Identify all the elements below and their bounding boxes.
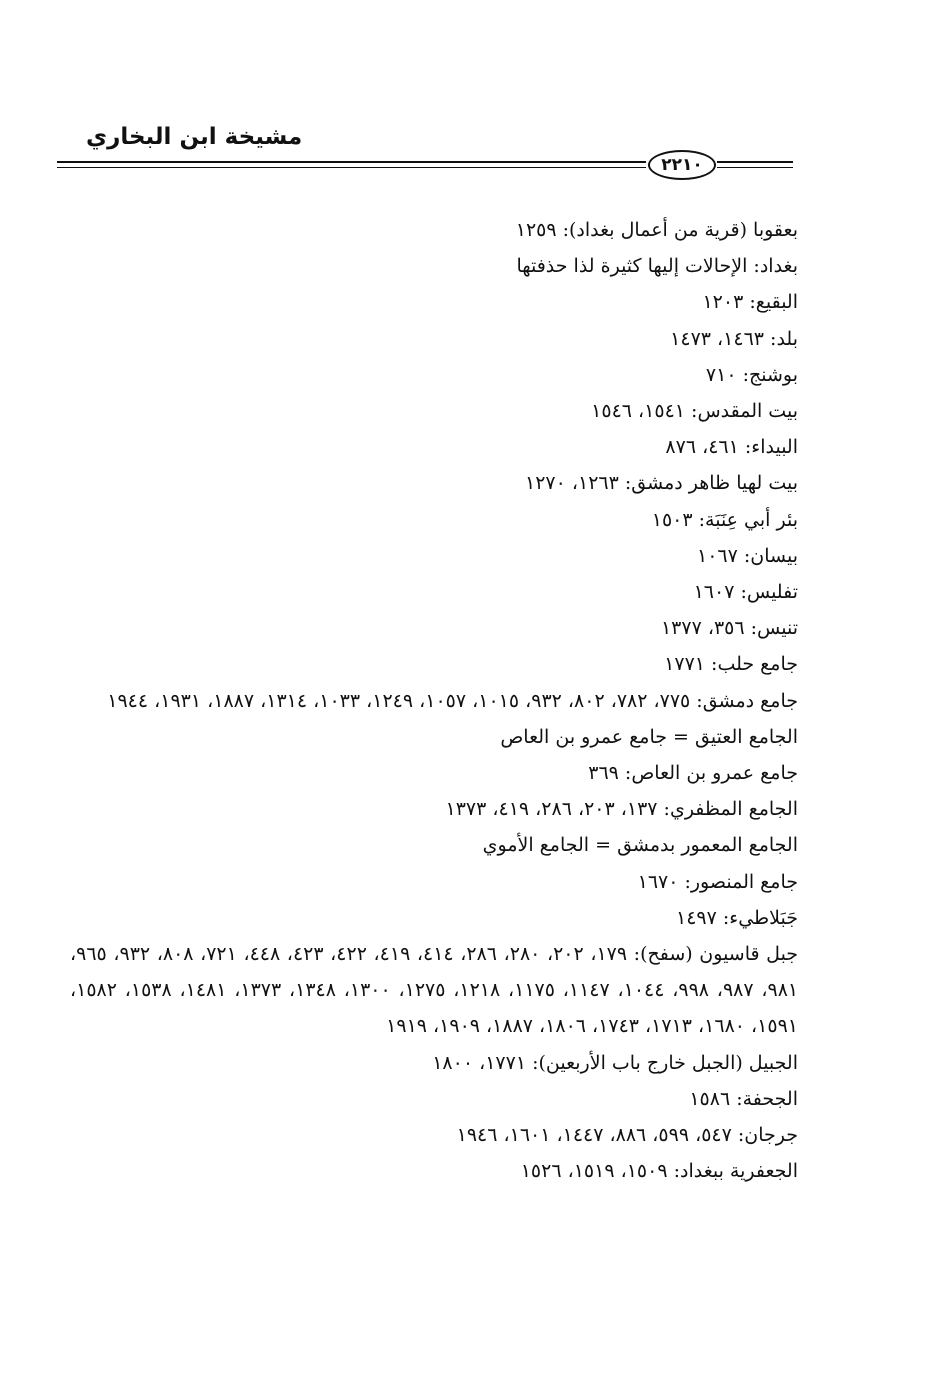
index-entry: تنيس: ٣٥٦، ١٣٧٧ xyxy=(660,617,798,640)
index-entry: الجحفة: ١٥٨٦ xyxy=(689,1087,798,1110)
index-entry: الجامع المعمور بدمشق = الجامع الأموي xyxy=(482,834,798,857)
index-entry: البيداء: ٤٦١، ٨٧٦ xyxy=(665,436,798,459)
index-entry: بعقوبا (قرية من أعمال بغداد): ١٢٥٩ xyxy=(515,219,798,241)
index-entry: بئر أبي عِنَبَة: ١٥٠٣ xyxy=(651,508,798,531)
index-entry: تفليس: ١٦٠٧ xyxy=(693,581,798,604)
index-entry: بلد: ١٤٦٣، ١٤٧٣ xyxy=(670,327,798,350)
index-entry: الجعفرية ببغداد: ١٥٠٩، ١٥١٩، ١٥٢٦ xyxy=(520,1160,798,1183)
index-entry: بيسان: ١٠٦٧ xyxy=(697,544,798,567)
index-entry: جبل قاسيون (سفح): ١٧٩، ٢٠٢، ٢٨٠، ٢٨٦، ٤١٤، ٤١٩، ٤٢٢، ٤٢٣، ٤٤٨، ٧٢١، ٨٠٨، ٩٣٢، ٩٦٥، ٩٨١، ٩٨٧، ٩٩٨، ١٠٤٤، ١١٤٧، ١١٧٥، ١٢١٨، ١٢٧٥، ١٣٠٠، ١٣٤٨، ١٣٧٣، ١٤٨١، ١٥٣٨، ١٥٨٢، ١٥٩١، ١٦٨٠، ١٧١٣، ١٧٤٣، ١٨٠٦، ١٨٨٧، ١٩٠٩، ١٩١٩ xyxy=(70,943,799,1038)
index-entry: الجامع العتيق = جامع عمرو بن العاص xyxy=(500,725,798,748)
header-rule-left-thick xyxy=(57,161,646,163)
book-title: مشيخة ابن البخاري xyxy=(86,124,303,150)
index-entry: الجبيل (الجبل خارج باب الأربعين): ١٧٧١، ١٨٠٠ xyxy=(432,1051,798,1074)
index-entry: البقيع: ١٢٠٣ xyxy=(702,291,798,314)
index-entry: بوشنج: ٧١٠ xyxy=(705,363,798,386)
index-entry: بيت لهيا ظاهر دمشق: ١٢٦٣، ١٢٧٠ xyxy=(525,472,798,495)
header-rule-left-thin xyxy=(57,167,646,168)
index-entry: جامع المنصور: ١٦٧٠ xyxy=(637,870,798,893)
index-entry: جرجان: ٥٤٧، ٥٩٩، ٨٨٦، ١٤٤٧، ١٦٠١، ١٩٤٦ xyxy=(456,1124,798,1147)
index-entries xyxy=(70,212,798,1189)
header-rule-right-thin xyxy=(717,167,793,168)
header-rule-right-thick xyxy=(717,161,793,163)
index-entry: الجامع المظفري: ١٣٧، ٢٠٣، ٢٨٦، ٤١٩، ١٣٧٣ xyxy=(445,798,798,821)
index-entry: جامع دمشق: ٧٧٥، ٧٨٢، ٨٠٢، ٩٣٢، ١٠١٥، ١٠٥٧، ١٢٤٩، ١٠٣٣، ١٣١٤، ١٨٨٧، ١٩٣١، ١٩٤٤ xyxy=(107,689,798,712)
index-entry: جامع عمرو بن العاص: ٣٦٩ xyxy=(588,762,798,785)
page-number: ٢٢١٠ xyxy=(648,150,716,180)
index-entry: جامع حلب: ١٧٧١ xyxy=(664,653,798,676)
index-entry: بغداد: الإحالات إليها كثيرة لذا حذفتها xyxy=(516,255,798,278)
index-entry: بيت المقدس: ١٥٤١، ١٥٤٦ xyxy=(591,400,798,423)
index-entry: جَبَلاطيء: ١٤٩٧ xyxy=(676,906,798,929)
